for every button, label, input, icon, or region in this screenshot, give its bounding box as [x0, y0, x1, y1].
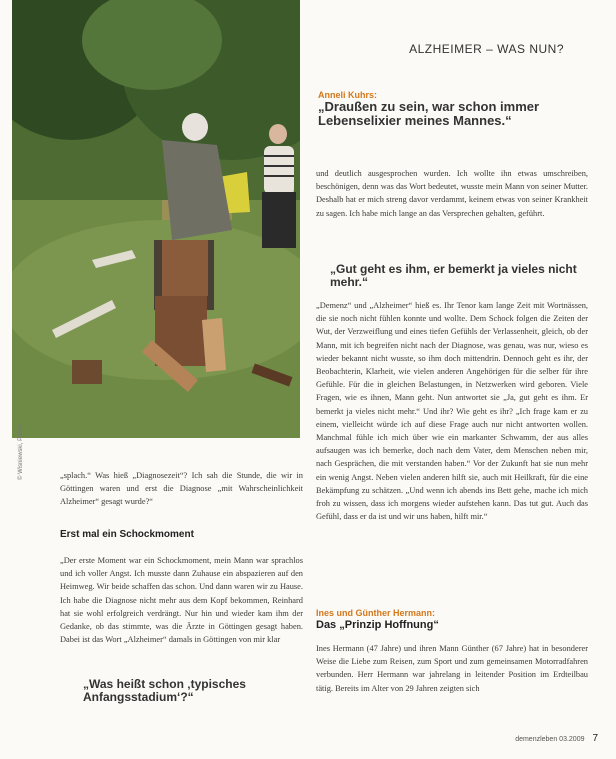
pull-quote-middle: „Gut geht es ihm, er bemerkt ja vieles nicht mehr.“	[330, 262, 577, 289]
article-text-left-2: „Der erste Moment war ein Schockmoment, mein Mann war sprachlos und ich voller Angst. Ich musste dann Zuhause ein abspazieren auf den Heimweg. Wir beide schaffen das schon. Und dann waren wir zu Hause. Ich habe die Diagnose nicht mehr aus dem Kopf bekommen, Reinhard hat sie wohl erfolgreich verdrängt. Nur hin und wieder kam ihm der Gedanke, ob das stimmte, was die Ärzte in Göttingen gesagt haben. Dabei ist das Wort „Alzheimer“ damals in Göttingen von mir klar	[60, 556, 303, 645]
garden-photo	[12, 0, 300, 438]
page-footer	[515, 733, 598, 744]
section-title: Das „Prinzip Hoffnung“	[316, 619, 439, 631]
issue-number: 03.2009	[559, 736, 585, 743]
page-header: ALZHEIMER – WAS NUN?	[409, 42, 564, 56]
page-number: 7	[592, 733, 598, 744]
article-text-right-1: und deutlich ausgesprochen wurden. Ich wollte ihn etwas umschreiben, beschönigen, denn was das Wort bedeutet, wusste mein Mann von seiner Mutter. Deshalb hat er mich streng davor verdammt, keinem etwas von seiner Krankheit zu sagen. Ich habe mich lange an das Versprechen gehalten, geführt.	[316, 169, 588, 218]
article-text-right-2: „Demenz“ und „Alzheimer“ hieß es. Ihr Tenor kam lange Zeit mit Wortnässen, die sie noch nicht fühlen konnte und wollte. Dem Schock folgen die Zeiten der Wut, der Verzweiflung und eines tiefen Gefühls der Verlassenheit, gleich, ob der Mann, mit ich begreifen nicht nach der Diagnose, was genau, was nur, wieso es wieder bekannt nicht wusste, so ihm doch mittendrin. Dennoch geht es ihr, der Beobachterin, Klarheit, wie vielen anderen Angehörigen für die selber für ihre Gefühle. Für die in gleichen Belastungen, in Netzwerken wird geboren. Viele Fragen, wie es ihnen, Mann geht. Nun antwortet sie „Ja, gut geht es ihm. Er bemerkt ja vieles nicht mehr.“ Und ihr? Wie geht es ihr? „Ich frage kam er zu einem, vielleicht würde ich auf diese Frage auch nur nicht antworten wollen. Manchmal fühle ich mich über wie ein markanter Schwamm, der aus alles aufsaugen was ich bemerke, doch nach dem Vater, dem Menschen neben mir, nach Gesprächen, die mit verstanden haben.“ Vor der Zukunft hat sie nun mehr ein wenig Angst. Neben vielen anderen hilft sie, auch mit Heilkraft, für die eine Bekämpfung zu schätzen. „Und wenn ich abends ins Bett gehe, mache ich mich froh zu wissen, dass ich morgens wieder aufstehen kann. Das tut gut. Auch das Gefühl, dass er da ist und wir uns haben, hilft mir.“	[316, 301, 588, 522]
subheading: Erst mal ein Schockmoment	[60, 529, 194, 540]
section-names: Ines und Günther Hermann:	[316, 608, 436, 618]
article-text-right-3: Ines Hermann (47 Jahre) und ihren Mann Günther (67 Jahre) hat in besonderer Weise die Liebe zum Reisen, zum Sport und zum gemeinsamen Motorradfahren verbunden. Herr Hermann war jahrelang in leitender Position im Erdteilbau tätig. Bereits im Alter von 29 Jahren zeigten sich	[316, 644, 588, 693]
pull-quote-bottom: „Was heißt schon ‚typisches Anfangsstadium‘?“	[83, 677, 246, 704]
quote-byline: Anneli Kuhrs:	[318, 90, 378, 100]
pull-quote-top: „Draußen zu sein, war schon immer Lebenselixier meines Mannes.“	[318, 99, 540, 128]
photo-credit: © Wisniewski, Peters	[18, 423, 24, 480]
magazine-name: demenzleben	[515, 736, 558, 743]
article-text-left-1: „splach.“ Was hieß „Diagnosezeit“? Ich sah die Stunde, die wir in Göttingen waren und erst die Diagnose „mit Wahrscheinlichkeit Alzheimer“ gesagt wurde?“	[60, 471, 303, 507]
